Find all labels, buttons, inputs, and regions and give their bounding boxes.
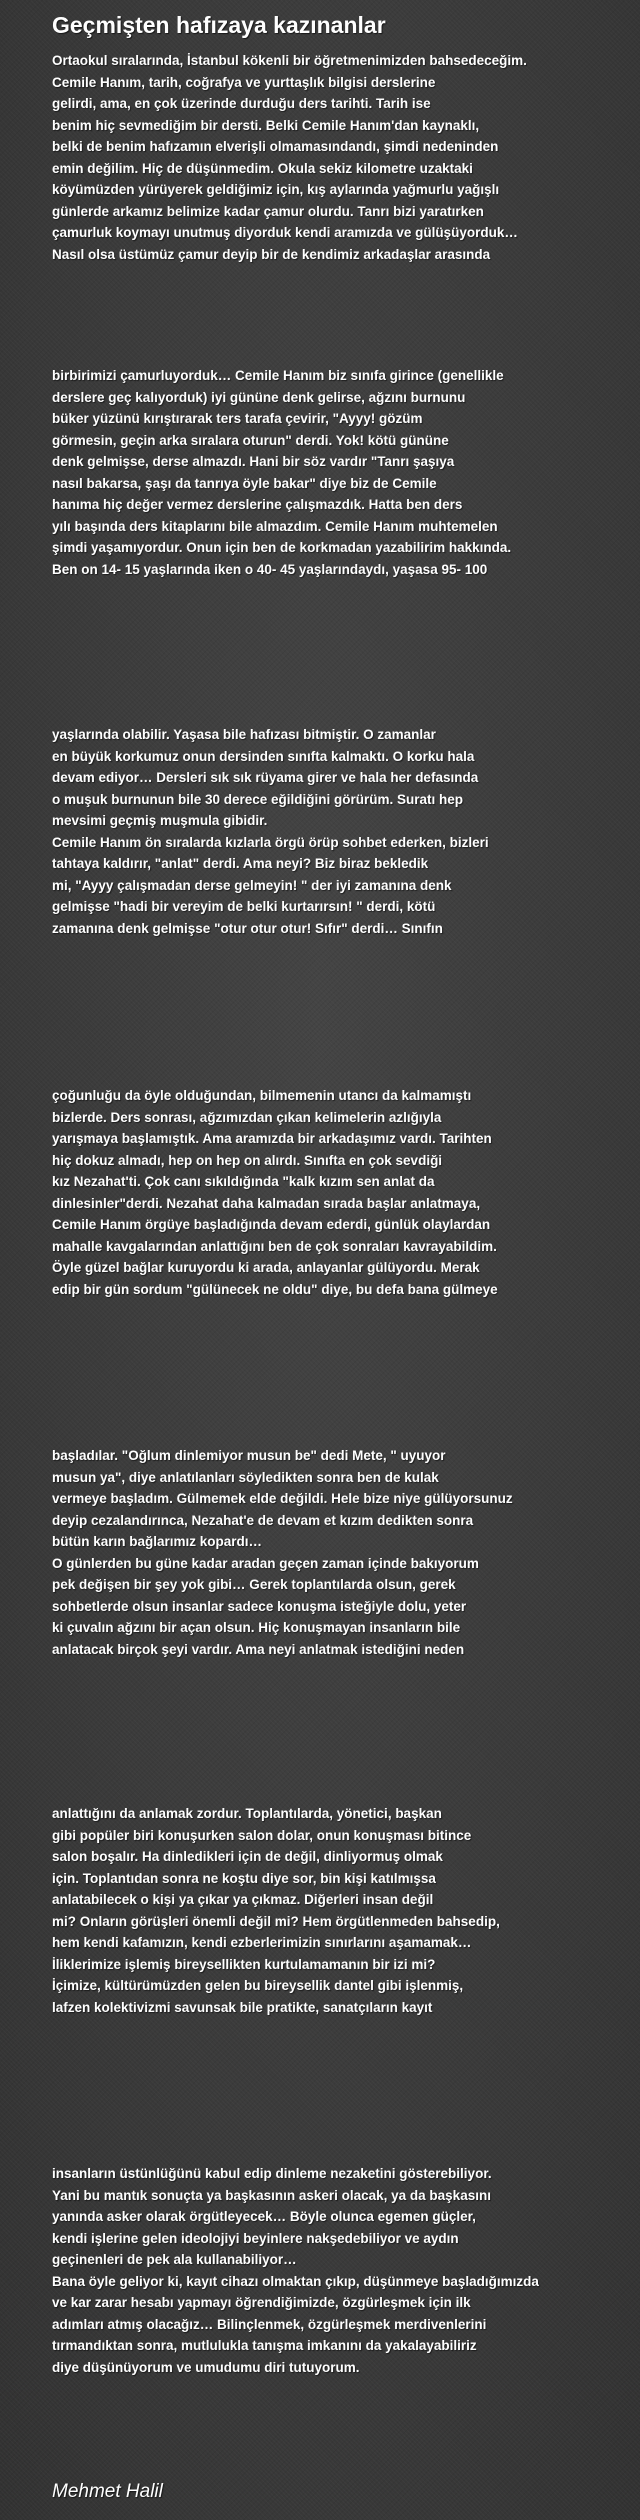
poem-line: deyip cezalandırınca, Nezahat'e de devam et kızım dedikten sonra (52, 1512, 474, 1528)
poem-line: Cemile Hanım, tarih, coğrafya ve yurttaşlık bilgisi derslerine (52, 74, 436, 90)
poem-line: yılı başında ders kitaplarını bile almazdım. Cemile Hanım muhtemelen (52, 518, 498, 534)
poem-title: Geçmişten hafızaya kazınanlar (52, 12, 386, 38)
poem-line: insanların üstünlüğünü kabul edip dinleme nezaketini gösterebiliyor. (52, 2166, 492, 2181)
poem-line: ve kar zarar hesabı yapmayı öğrendiğimizde, özgürleşmek için ilk (52, 2295, 471, 2310)
poem-line: denk gelmişse, derse almazdı. Hani bir söz vardır "Tanrı şaşıya (52, 454, 455, 469)
poem-line: çamurluk koymayı unutmuş diyorduk kendi aramızda ve gülüşüyorduk… (52, 225, 518, 240)
poem-line: lafzen kolektivizmi savunsak bile pratikte, sanatçıların kayıt (52, 1999, 433, 2015)
poem-line: bizlerde. Ders sonrası, ağzımızdan çıkan kelimelerin azlığıyla (52, 1109, 442, 1125)
poem-line: hanıma hiç değer vermez derslerine çalışmazdık. Hatta ben ders (52, 497, 463, 512)
poem-line: diye düşünüyorum ve umudumu diri tutuyorum. (52, 2359, 360, 2375)
poem-line: dinlesinler"derdi. Nezahat daha kalmadan sırada başlar anlatmaya, (52, 1195, 481, 1211)
poem-stanza (52, 50, 632, 265)
poem-line: nasıl bakarsa, şaşı da tanrıya öyle bakar" diye biz de Cemile (52, 475, 437, 491)
poem-line: kız Nezahat'ti. Çok canı sıkıldığında "kalk kızım sen anlat da (52, 1174, 435, 1189)
poem-line: Nasıl olsa üstümüz çamur deyip bir de kendimiz arkadaşlar arasında (52, 246, 491, 262)
author-signature: Mehmet Halil (52, 2481, 163, 2502)
poem-line: Ortaokul sıralarında, İstanbul kökenli bir öğretmenimizden bahsedeceğim. (52, 53, 527, 68)
poem-line: kendi işlerine gelen ideolojiyi beyinlere nakşedebiliyor ve aydın (52, 2230, 459, 2246)
poem-line: zamanına denk gelmişse "otur otur otur! Sıfır" derdi… Sınıfın (52, 920, 443, 936)
poem-line: şimdi yaşamıyordur. Onun için ben de korkmadan yazabilirim hakkında. (52, 540, 512, 555)
poem-line: yaşlarında olabilir. Yaşasa bile hafızası bitmiştir. O zamanlar (52, 727, 436, 742)
poem-line: mi? Onların görüşleri önemli değil mi? Hem örgütlenmeden bahsedip, (52, 1913, 500, 1929)
poem-line: gelirdi, ama, en çok üzerinde durduğu ders tarihti. Tarih ise (52, 96, 431, 111)
poem-line: mahalle kavgalarından anlattığını ben de çok sonraları kavrayabildim. (52, 1238, 497, 1254)
poem-line: anlattığını da anlamak zordur. Toplantılarda, yönetici, başkan (52, 1806, 442, 1821)
poem-line: en büyük korkumuz onun dersinden sınıfta kalmaktı. O korku hala (52, 748, 475, 764)
poem-line: İliklerimize işlemiş bireysellikten kurtulamamanın bir izi mi? (52, 1956, 436, 1972)
poem-line: ki çuvalın ağzını bir açan olsun. Hiç konuşmayan insanların bile (52, 1620, 461, 1635)
poem-line: hem kendi kafamızın, kendi ezberlerimizin sınırlarını aşamamak… (52, 1935, 472, 1950)
poem-stanza (52, 2163, 632, 2378)
poem-line: Bana öyle geliyor ki, kayıt cihazı olmaktan çıkıp, düşünmeye başladığımızda (52, 2273, 539, 2289)
poem-line: çoğunluğu da öyle olduğundan, bilmemenin utancı da kalmamıştı (52, 1088, 472, 1103)
poem-line: sohbetlerde olsun insanlar sadece konuşma isteğiyle dolu, yeter (52, 1598, 467, 1614)
poem-line: mevsimi geçmiş muşmula gibidir. (52, 813, 268, 828)
poem-line: İçimize, kültürümüzden gelen bu bireysellik dantel gibi işlenmiş, (52, 1978, 464, 1993)
poem-line: vermeye başladım. Gülmemek elde değildi. Hele bize niye gülüyorsunuz (52, 1491, 513, 1506)
poem-line: Öyle güzel bağlar kuruyordu ki arada, anlayanlar gülüyordu. Merak (52, 1260, 480, 1275)
poem-line: devam ediyor… Dersleri sık sık rüyama girer ve hala her defasında (52, 770, 479, 785)
poem-line: için. Toplantıdan sonra ne koştu diye sor, bin kişi katılmışsa (52, 1870, 436, 1886)
poem-line: köyümüzden yürüyerek geldiğimiz için, kış aylarında yağmurlu yağışlı (52, 182, 500, 197)
poem-stanza (52, 1803, 632, 2018)
poem-line: pek değişen bir şey yok gibi… Gerek toplantılarda olsun, gerek (52, 1577, 456, 1592)
poem-line: derslere geç kalıyorduk) iyi gününe denk gelirse, ağzını burnunu (52, 389, 466, 405)
poem-line: büker yüzünü kırıştırarak ters tarafa çevirir, "Ayyy! gözüm (52, 411, 423, 426)
poem-line: Ben on 14- 15 yaşlarında iken o 40- 45 yaşlarındaydı, yaşasa 95- 100 (52, 561, 488, 577)
poem-line: görmesin, geçin arka sıralara oturun" derdi. Yok! kötü gününe (52, 432, 449, 448)
poem-line: tırmandıktan sonra, mutlulukla tanışma imkanını da yakalayabiliriz (52, 2338, 477, 2353)
poem-line: edip bir gün sordum "gülünecek ne oldu" diye, bu defa bana gülmeye (52, 1281, 498, 1297)
poem-line: hiç dokuz almadı, hep on hep on alırdı. Sınıfta en çok sevdiği (52, 1152, 443, 1168)
poem-stanza (52, 1085, 632, 1300)
poem-line: musun ya", diye anlatılanları söyledikten sonra ben de kulak (52, 1469, 439, 1485)
poem-line: yanında asker olarak örgütleyecek… Böyle olunca egemen güçler, (52, 2209, 476, 2224)
poem-stanza (52, 724, 632, 939)
poem-line: başladılar. "Oğlum dinlemiyor musun be" dedi Mete, " uyuyor (52, 1448, 446, 1463)
poem-stanza (52, 1445, 632, 1660)
poem-line: geçinenleri de pek ala kullanabiliyor… (52, 2252, 297, 2267)
poem-line: adımları atmış olacağız… Bilinçlenmek, özgürleşmek merdivenlerini (52, 2316, 487, 2332)
poem-line: birbirimizi çamurluyorduk… Cemile Hanım biz sınıfa girince (genellikle (52, 368, 504, 383)
poem-line: bütün karın bağlarımız kopardı… (52, 1534, 263, 1549)
poem-line: mi, "Ayyy çalışmadan derse gelmeyin! " der iyi zamanına denk (52, 877, 452, 893)
poem-line: gibi popüler biri konuşurken salon dolar, onun konuşması bitince (52, 1827, 472, 1843)
poem-line: benim hiç sevmediğim bir dersti. Belki Cemile Hanım'dan kaynaklı, (52, 117, 480, 133)
poem-line: Cemile Hanım ön sıralarda kızlarla örgü örüp sohbet ederken, bizleri (52, 834, 489, 850)
poem-line: tahtaya kaldırır, "anlat" derdi. Ama neyi? Biz biraz bekledik (52, 856, 429, 871)
poem-line: gelmişse "hadi bir vereyim de belki kurtarırsın! " derdi, kötü (52, 899, 436, 914)
poem-line: anlatabilecek o kişi ya çıkar ya çıkmaz. Diğerleri insan değil (52, 1892, 434, 1907)
poem-line: anlatacak birçok şeyi vardır. Ama neyi anlatmak istediğini neden (52, 1641, 465, 1657)
poem-line: salon boşalır. Ha dinledikleri için de değil, dinliyormuş olmak (52, 1849, 443, 1864)
poem-line: O günlerden bu güne kadar aradan geçen zaman içinde bakıyorum (52, 1555, 479, 1571)
poem-line: Cemile Hanım örgüye başladığında devam ederdi, günlük olaylardan (52, 1217, 491, 1232)
poem-line: yarışmaya başlamıştık. Ama aramızda bir arkadaşımız vardı. Tarihten (52, 1131, 492, 1146)
poem-line: belki de benim hafızamın elverişli olmamasındandı, şimdi nedeninden (52, 139, 499, 154)
poem-line: Yani bu mantık sonuçta ya başkasının askeri olacak, ya da başkasını (52, 2187, 491, 2203)
poem-stanza (52, 365, 632, 580)
poem-line: o muşuk burnunun bile 30 derece eğildiğini görürüm. Suratı hep (52, 791, 464, 807)
poem-line: günlerde arkamız belimize kadar çamur olurdu. Tanrı bizi yaratırken (52, 203, 484, 219)
poem-line: emin değilim. Hiç de düşünmedim. Okula sekiz kilometre uzaktaki (52, 160, 473, 176)
